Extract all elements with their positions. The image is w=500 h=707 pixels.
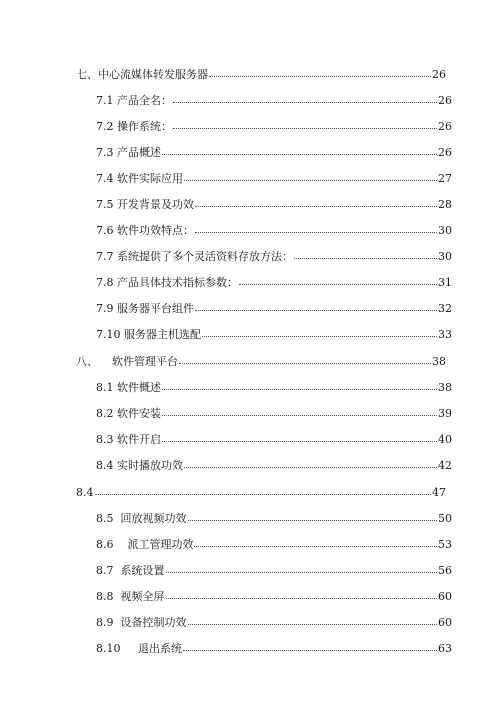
toc-entry[interactable]: [96, 538, 452, 552]
toc-entry-title: 8.1 软件概述: [96, 381, 161, 394]
toc-entry[interactable]: [96, 433, 452, 447]
toc-entry[interactable]: [96, 512, 452, 526]
toc-entry-title: 7.6 软件功效特点：: [96, 224, 194, 237]
toc-leader-dots: [166, 563, 438, 573]
toc-page-number: 60: [438, 616, 452, 629]
toc-entry-title: 7.3 产品概述: [96, 146, 161, 159]
toc-leader-dots: [194, 537, 437, 547]
toc-entry[interactable]: [96, 590, 452, 604]
toc-entry-title: 八、 软件管理平台: [76, 355, 178, 368]
toc-leader-dots: [188, 511, 438, 521]
toc-leader-dots: [195, 197, 437, 207]
toc-leader-dots: [162, 145, 437, 155]
toc-entry[interactable]: [96, 276, 452, 290]
toc-entry-title: 7.7 系统提供了多个灵活资料存放方法：: [96, 250, 293, 263]
toc-entry[interactable]: [96, 224, 452, 238]
toc-leader-dots: [162, 432, 437, 442]
toc-page-number: 50: [438, 512, 452, 525]
toc-entry[interactable]: [96, 198, 452, 212]
toc-entry[interactable]: [96, 642, 452, 656]
toc-leader-dots: [202, 327, 437, 337]
toc-page-number: 40: [438, 433, 452, 446]
toc-entry[interactable]: [76, 355, 446, 369]
toc-leader-dots: [188, 615, 438, 625]
toc-page-number: 26: [432, 68, 446, 81]
toc-page-number: 56: [438, 564, 452, 577]
toc-page-number: 28: [438, 198, 452, 211]
toc-page-number: 32: [438, 302, 452, 315]
toc-leader-dots: [166, 589, 438, 599]
toc-page-number: 38: [432, 355, 446, 368]
toc-entry-title: 8.5 回放视频功效: [96, 512, 187, 525]
toc-page-number: 47: [432, 486, 446, 499]
toc-leader-dots: [179, 354, 431, 364]
toc-entry-title: 8.7 系统设置: [96, 564, 165, 577]
toc-entry-title: 7.4 软件实际应用: [96, 172, 183, 185]
toc-entry-title: 8.3 软件开启: [96, 433, 161, 446]
toc-entry-title: 8.10 退出系统: [96, 642, 182, 655]
toc-entry-title: 7.1 产品全名：: [96, 94, 172, 107]
toc-entry-title: 7.2 操作系统：: [96, 120, 172, 133]
toc-leader-dots: [294, 249, 437, 259]
toc-entry[interactable]: [96, 302, 452, 316]
toc-leader-dots: [209, 67, 431, 77]
toc-page-number: 30: [438, 250, 452, 263]
toc-leader-dots: [95, 485, 432, 495]
toc-leader-dots: [173, 119, 437, 129]
toc-page-number: 30: [438, 224, 452, 237]
toc-leader-dots: [162, 406, 437, 416]
toc-page-number: 27: [438, 172, 452, 185]
toc-entry[interactable]: [96, 172, 452, 186]
toc-entry-title: 7.5 开发背景及功效: [96, 198, 194, 211]
toc-entry-title: 8.6 派工管理功效: [96, 538, 194, 551]
toc-page-number: 33: [438, 328, 452, 341]
toc-leader-dots: [184, 171, 437, 181]
toc-leader-dots: [183, 641, 437, 651]
toc-page-number: 26: [438, 94, 452, 107]
toc-entry-title: 7.8 产品具体技术指标参数：: [96, 276, 238, 289]
toc-entry-title: 8.4 实时播放功效: [96, 459, 183, 472]
toc-entry-title: 8.8 视频全屏: [96, 590, 165, 603]
toc-page-number: 60: [438, 590, 452, 603]
toc-page-number: 31: [438, 276, 452, 289]
toc-entry[interactable]: [96, 564, 452, 578]
toc-entry-title: 七、中心流媒体转发服务器: [76, 68, 208, 81]
toc-entry[interactable]: [96, 94, 452, 108]
toc-leader-dots: [162, 380, 437, 390]
toc-entry[interactable]: [96, 407, 452, 421]
toc-entry[interactable]: [76, 486, 446, 500]
toc-entry[interactable]: [96, 120, 452, 134]
toc-entry[interactable]: [96, 328, 452, 342]
toc-page-number: 42: [438, 459, 452, 472]
toc-leader-dots: [195, 301, 437, 311]
toc-entry-title: 8.2 软件安装: [96, 407, 161, 420]
toc-entry[interactable]: [96, 616, 452, 630]
toc-leader-dots: [184, 458, 437, 468]
toc-entry-title: 8.4: [76, 486, 94, 499]
toc-page-number: 26: [438, 120, 452, 133]
toc-page-number: 53: [438, 538, 452, 551]
toc-entry-title: 7.10 服务器主机选配: [96, 328, 201, 341]
toc-page-number: 38: [438, 381, 452, 394]
toc-page-number: 26: [438, 146, 452, 159]
toc-leader-dots: [195, 223, 437, 233]
toc-entry[interactable]: [76, 68, 446, 82]
toc-leader-dots: [239, 275, 437, 285]
toc-entry[interactable]: [96, 381, 452, 395]
toc-leader-dots: [173, 93, 437, 103]
toc-entry[interactable]: [96, 250, 452, 264]
toc-page-number: 63: [438, 642, 452, 655]
toc-entry[interactable]: [96, 146, 452, 160]
toc-entry[interactable]: [96, 459, 452, 473]
toc-page-number: 39: [438, 407, 452, 420]
toc-entry-title: 8.9 设备控制功效: [96, 616, 187, 629]
toc-entry-title: 7.9 服务器平台组件: [96, 302, 194, 315]
